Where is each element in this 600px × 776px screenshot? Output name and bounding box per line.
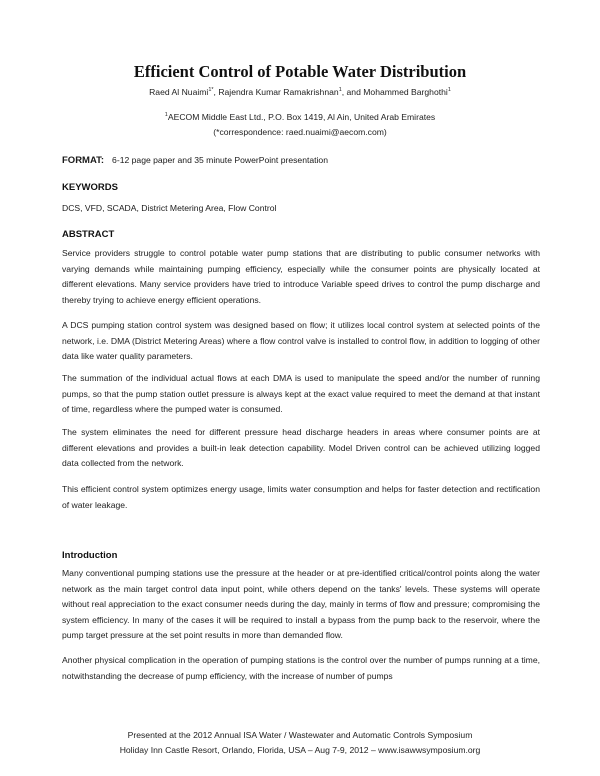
author-name: Raed Al Nuaimi — [149, 87, 209, 97]
keywords-heading: KEYWORDS — [62, 182, 118, 193]
format-label: FORMAT: — [62, 155, 105, 166]
author-list — [0, 87, 600, 97]
affiliation-mark: 1 — [164, 112, 168, 118]
correspondence-email: (*correspondence: raed.nuaimi@aecom.com) — [213, 127, 387, 137]
abstract-paragraph: Service providers struggle to control potable water pump stations that are distributing to public consumer networks with varying demands while maintaining pumping efficiency, especially while the consumer points are physically located at different elevations. Many service providers have tried to introduce Variable speed drives to control the pump discharge and thereby trying to achieve energy efficient operations. — [62, 248, 540, 305]
author-separator: , and — [341, 87, 364, 97]
introduction-heading: Introduction — [62, 550, 118, 561]
format-text: 6-12 page paper and 35 minute PowerPoint presentation — [112, 155, 328, 165]
abstract-paragraph: The system eliminates the need for different pressure head discharge headers in areas where consumer points are at different elevations and provides a built-in leak detection capability. Model Driven control can be achieved utilizing logged data collected from the network. — [62, 427, 540, 468]
abstract-heading: ABSTRACT — [62, 229, 115, 240]
abstract-paragraph: The summation of the individual actual flows at each DMA is used to manipulate the speed and/or the number of running pumps, so that the pump station outlet pressure is always kept at the exact value required to meet the demand at that instant of time, regardless where the pumped water is consumed. — [62, 373, 540, 414]
author-affiliation-mark: 1 — [447, 87, 451, 93]
abstract-paragraph: This efficient control system optimizes energy usage, limits water consumption and helps for faster detection and rectification of water leakage. — [62, 484, 540, 510]
introduction-paragraph: Many conventional pumping stations use the pressure at the header or at pre-identified critical/control points along the water network as the main target control data input point, while others depend on the tanks' levels. These systems will operate without real appreciation to the exact consumer needs during the day, mainly in terms of flow and pressure; compromising the system efficiency. In many of the cases it will be required to install a bypass from the pump back to the reservoir, where the pump target pressure at the set point results in more than demanded flow. — [62, 568, 540, 640]
paper-title: Efficient Control of Potable Water Distribution — [133, 62, 467, 81]
author-name: Rajendra Kumar Ramakrishnan — [218, 87, 339, 97]
footer-symposium: Presented at the 2012 Annual ISA Water / Wastewater and Automatic Controls Symposium — [127, 730, 473, 740]
author-separator: , — [213, 87, 219, 97]
affiliation-text: AECOM Middle East Ltd., P.O. Box 1419, Al Ain, United Arab Emirates — [167, 112, 436, 122]
abstract-paragraph: A DCS pumping station control system was designed based on flow; it utilizes local control system at selected points of the network, i.e. DMA (District Metering Areas) where a flow control valve is installed to control flow, in addition to logging of other data like water quality parameters. — [62, 320, 540, 361]
author-name: Mohammed Barghothi — [363, 87, 448, 97]
format-line — [62, 155, 328, 166]
author-affiliation-mark: 1 — [338, 87, 342, 93]
introduction-paragraph: Another physical complication in the operation of pumping stations is the control over the number of pumps running at a time, notwithstanding the decrease of pump efficiency, with the increase of number of pumps — [62, 655, 540, 681]
author-affiliation-mark: 1* — [208, 87, 214, 93]
keywords-text: DCS, VFD, SCADA, District Metering Area, Flow Control — [62, 203, 277, 213]
footer-venue: Holiday Inn Castle Resort, Orlando, Florida, USA – Aug 7-9, 2012 – www.isawwsymposium.org — [119, 745, 481, 755]
affiliation-address — [0, 112, 600, 122]
